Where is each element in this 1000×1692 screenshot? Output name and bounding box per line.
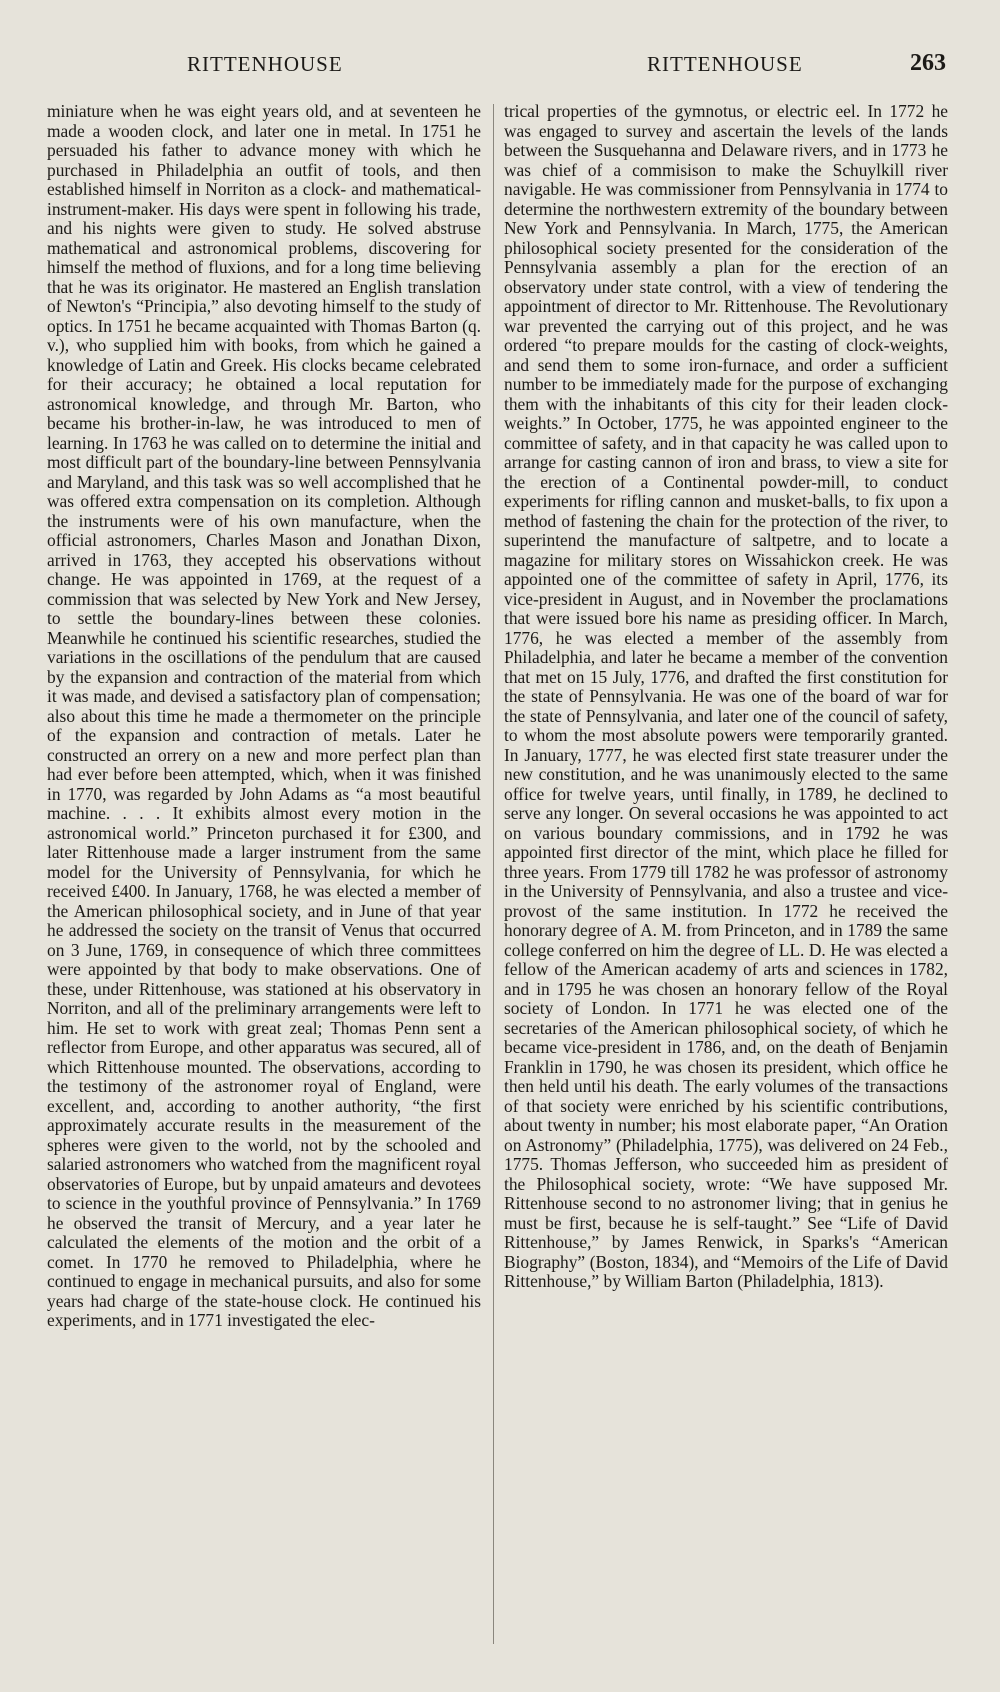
page-number: 263 bbox=[910, 50, 946, 76]
text-column-left bbox=[47, 102, 481, 1331]
right-column-text: trical properties of the gymnotus, or electric eel. In 1772 he was engaged to survey and ascertain the levels of the lands between the Susquehanna and Delaware rivers, and in 1773 he was chief of a commisison to make the Schuylkill river navigable. He was commissioner from Pennsylvania in 1774 to determine the northwestern extremity of the boundary between New York and Pennsylvania. In March, 1775, the American philosophical society presented for the consideration of the Pennsylvania assembly a plan for the erection of an observatory under state control, with a view of tendering the appointment of director to Mr. Rittenhouse. The Revolutionary war prevented the carrying out of this project, and he was ordered “to prepare moulds for the casting of clock-weights, and send them to some iron-furnace, and order a sufficient number to be immediately made for the purpose of exchanging them with the inhabitants of this city for their leaden clock-weights.” In October, 1775, he was appointed engineer to the committee of safety, and in that capacity he was called upon to arrange for casting cannon of iron and brass, to view a site for the erection of a Continental powder-mill, to conduct experiments for rifling cannon and musket-balls, to fix upon a method of fastening the chain for the protection of the river, to superintend the manufacture of saltpetre, and to locate a magazine for military stores on Wissahickon creek. He was appointed one of the committee of safety in April, 1776, its vice-president in August, and in November the proclamations that were issued bore his name as presiding officer. In March, 1776, he was elected a member of the assembly from Philadelphia, and later he became a member of the convention that met on 15 July, 1776, and drafted the first constitution for the state of Pennsylvania. He was one of the board of war for the state of Pennsylvania, and later one of the council of safety, to whom the most absolute powers were temporarily granted. In January, 1777, he was elected first state treasurer under the new constitution, and he was unanimously elected to the same office for twelve years, until finally, in 1789, he declined to serve any longer. On several occasions he was appointed to act on various boundary commissions, and in 1792 he was appointed first director of the mint, which place he filled for three years. From 1779 till 1782 he was professor of astronomy in the University of Pennsylvania, and also a trustee and vice-provost of the same institution. In 1772 he received the honorary degree of A. M. from Princeton, and in 1789 the same college conferred on him the degree of LL. D. He was elected a fellow of the American academy of arts and sciences in 1782, and in 1795 he was chosen an honorary fellow of the Royal society of London. In 1771 he was elected one of the secretaries of the American philosophical society, of which he became vice-president in 1786, and, on the death of Benjamin Franklin in 1790, he was chosen its president, which office he then held until his death. The early volumes of the transactions of that society were enriched by his scientific contributions, about twenty in number; his most elaborate paper, “An Oration on Astronomy” (Philadelphia, 1775), was delivered on 24 Feb., 1775. Thomas Jefferson, who succeeded him as president of the Philosophical society, wrote: “We have supposed Mr. Rittenhouse second to no astronomer living; that in genius he must be first, because he is self-taught.” See “Life of David Rittenhouse,” by James Renwick, in Sparks's “American Biography” (Boston, 1834), and “Memoirs of the Life of David Rittenhouse,” by William Barton (Philadelphia, 1813). bbox=[504, 101, 948, 1291]
running-head-left: RITTENHOUSE bbox=[187, 52, 343, 76]
column-divider bbox=[493, 104, 494, 1644]
text-column-right bbox=[504, 102, 948, 1292]
running-head-right: RITTENHOUSE bbox=[647, 52, 803, 76]
left-column-text: miniature when he was eight years old, and at seventeen he made a wooden clock, and later one in metal. In 1751 he persuaded his father to advance money with which he purchased in Philadelphia an outfit of tools, and then established himself in Norriton as a clock- and mathematical-instrument-maker. His days were spent in following his trade, and his nights were given to study. He solved abstruse mathematical and astronomical problems, discovering for himself the method of fluxions, and for a long time believing that he was its originator. He mastered an English translation of Newton's “Principia,” also devoting himself to the study of optics. In 1751 he became acquainted with Thomas Barton (q. v.), who supplied him with books, from which he gained a knowledge of Latin and Greek. His clocks became celebrated for their accuracy; he obtained a local reputation for astronomical knowledge, and through Mr. Barton, who became his brother-in-law, he was introduced to men of learning. In 1763 he was called on to determine the initial and most difficult part of the boundary-line between Pennsylvania and Maryland, and this task was so well accomplished that he was offered extra compensation on its completion. Although the instruments were of his own manufacture, when the official astronomers, Charles Mason and Jonathan Dixon, arrived in 1763, they accepted his observations without change. He was appointed in 1769, at the request of a commission that was selected by New York and New Jersey, to settle the boundary-lines between these colonies. Meanwhile he continued his scientific researches, studied the variations in the oscillations of the pendulum that are caused by the expansion and contraction of the material from which it was made, and devised a satisfactory plan of compensation; also about this time he made a thermometer on the principle of the expansion and contraction of metals. Later he constructed an orrery on a new and more perfect plan than had ever before been attempted, which, when it was finished in 1770, was regarded by John Adams as “a most beautiful machine. . . . It exhibits almost every motion in the astronomical world.” Princeton purchased it for £300, and later Rittenhouse made a larger instrument from the same model for the University of Pennsylvania, for which he received £400. In January, 1768, he was elected a member of the American philosophical society, and in June of that year he addressed the society on the transit of Venus that occurred on 3 June, 1769, in consequence of which three committees were appointed by that body to make observations. One of these, under Rittenhouse, was stationed at his observatory in Norriton, and all of the preliminary arrangements were left to him. He set to work with great zeal; Thomas Penn sent a reflector from Europe, and other apparatus was secured, all of which Rittenhouse mounted. The observations, according to the testimony of the astronomer royal of England, were excellent, and, according to another authority, “the first approximately accurate results in the measurement of the spheres were given to the world, not by the schooled and salaried astronomers who watched from the magnificent royal observatories of Europe, but by unpaid amateurs and devotees to science in the youthful province of Pennsylvania.” In 1769 he observed the transit of Mercury, and a year later he calculated the elements of the motion and the orbit of a comet. In 1770 he removed to Philadelphia, where he continued to engage in mechanical pursuits, and also for some years had charge of the state-house clock. He continued his experiments, and in 1771 investigated the elec- bbox=[47, 101, 481, 1330]
